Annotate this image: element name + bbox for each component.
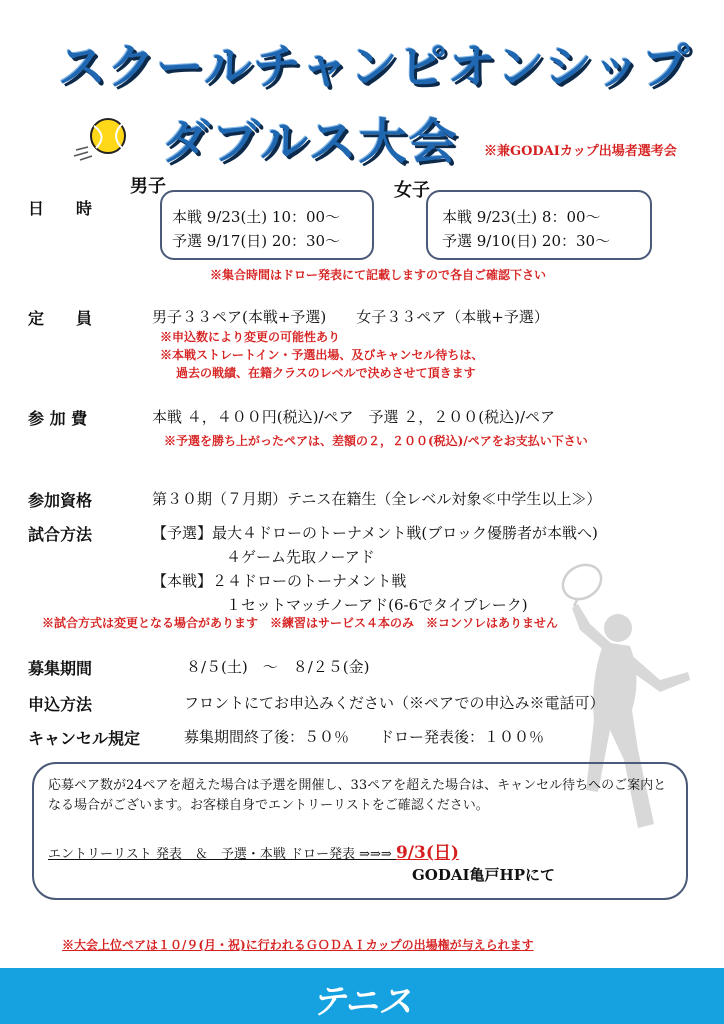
schedule-note: ※集合時間はドロー発表にて記載しますので各自ご確認下さい — [210, 268, 547, 282]
capacity-text: 男子３３ペア(本戦+予選) 女子３３ペア（本戦+予選） — [152, 308, 549, 326]
format-main-line-2: １セットマッチノーアド(6-6でタイブレーク) — [226, 596, 528, 614]
cancellation-label: キャンセル規定 — [28, 729, 141, 748]
schedule-label: 日 時 — [28, 199, 93, 218]
entry-announcement — [48, 838, 459, 863]
women-prelim-time: 予選 9/10(日) 20：30～ — [442, 232, 611, 250]
tennis-ball-icon — [72, 116, 132, 164]
fee-text: 本戦 ４，４００円(税込)/ペア 予選 ２，２００(税込)/ペア — [152, 408, 556, 426]
info-paragraph: 応募ペア数が24ペアを超えた場合は予選を開催し、33ペアを超えた場合は、キャンセル待ちへのご案内となる場合がございます。お客様自身でエントリーリストをご確認ください。 — [48, 778, 667, 813]
men-main-time: 本戦 9/23(土) 10：00～ — [172, 208, 341, 226]
fee-note: ※予選を勝ち上がったペアは、差額の２，２００(税込)/ペアをお支払い下さい — [164, 434, 588, 448]
format-prelim-line-1: 【予選】最大４ドローのトーナメント戦(ブロック優勝者が本戦へ) — [152, 524, 598, 542]
entry-text: エントリーリスト 発表 ＆ 予選・本戦 ドロー発表 ⇒⇒⇒ — [48, 847, 396, 862]
women-main-time: 本戦 9/23(土) 8：00～ — [442, 208, 601, 226]
capacity-note-1: ※申込数により変更の可能性あり — [160, 330, 341, 344]
format-label: 試合方法 — [28, 525, 93, 544]
fee-label: 参 加 費 — [28, 409, 88, 428]
capacity-label: 定 員 — [28, 309, 93, 328]
eligibility-text: 第３０期（７月期）テニス在籍生（全レベル対象≪中学生以上≫） — [152, 490, 602, 508]
men-heading: 男子 — [130, 176, 166, 197]
recruitment-label: 募集期間 — [28, 659, 93, 678]
men-prelim-time: 予選 9/17(日) 20：30～ — [172, 232, 341, 250]
entry-location: GODAI亀戸HPにて — [412, 866, 555, 884]
footer-label: テニス — [311, 982, 413, 1022]
cancellation-text: 募集期間終了後：５０％ ドロー発表後：１００％ — [184, 728, 545, 746]
application-label: 申込方法 — [28, 695, 93, 714]
recruitment-text: ８/５(土) ～ ８/２５(金) — [186, 658, 370, 676]
application-text: フロントにてお申込みください（※ペアでの申込み※電話可） — [184, 694, 605, 712]
page-subtitle: ダブルス大会 — [162, 114, 459, 170]
eligibility-label: 参加資格 — [28, 491, 93, 510]
format-note: ※試合方式は変更となる場合があります ※練習はサービス４本のみ ※コンソレはありません — [42, 616, 559, 630]
capacity-note-2: ※本戦ストレートイン・予選出場、及びキャンセル待ちは、 — [160, 348, 484, 362]
page-title: スクールチャンピオンシップ — [58, 39, 691, 95]
qualifier-note: ※兼GODAIカップ出場者選考会 — [484, 144, 677, 159]
entry-date: 9/3(日) — [395, 843, 459, 863]
capacity-note-3: 過去の戦績、在籍クラスのレベルで決めさせて頂きます — [176, 366, 476, 380]
bottom-note: ※大会上位ペアは１０/９(月・祝)に行われるＧＯＤＡＩカップの出場権が与えられます — [62, 938, 534, 952]
format-prelim-line-2: ４ゲーム先取ノーアド — [226, 548, 375, 566]
women-heading: 女子 — [394, 180, 430, 201]
format-main-line-1: 【本戦】２４ドローのトーナメント戦 — [152, 572, 407, 590]
